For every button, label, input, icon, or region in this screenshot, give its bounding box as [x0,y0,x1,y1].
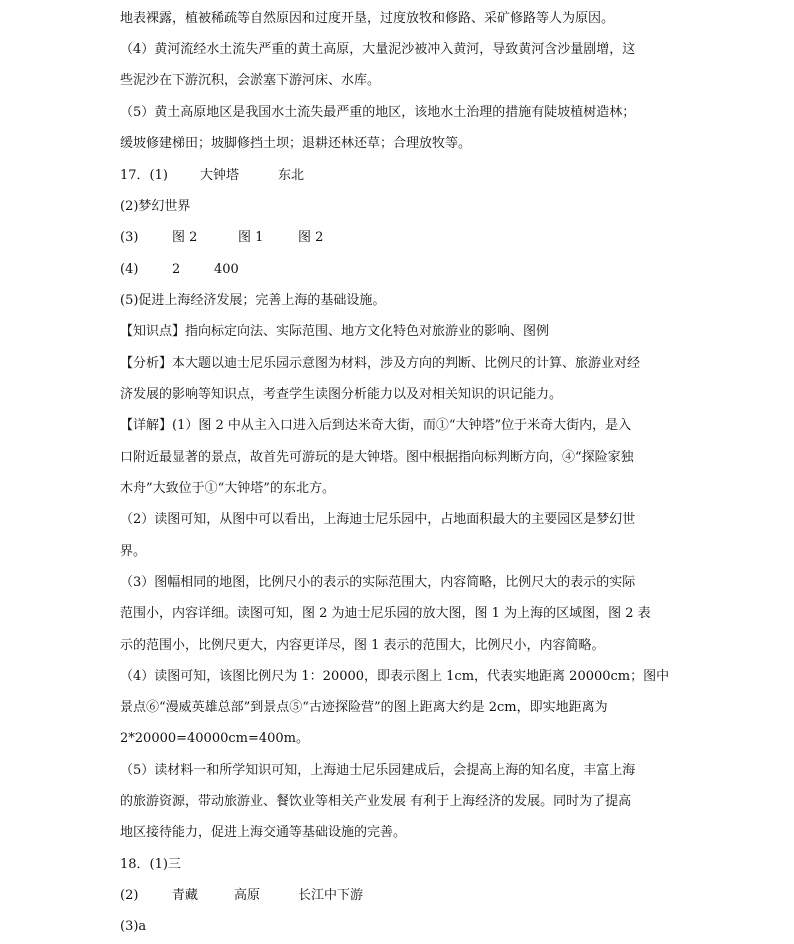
text-line: （4）黄河流经水土流失严重的黄土高原，大量泥沙被冲入黄河，导致黄河含沙量剧增，这 [120,42,636,57]
answer-value: 长江中下游 [298,888,364,903]
detail-line: 的旅游资源，带动旅游业、餐饮业等相关产业发展 有利于上海经济的发展。同时为了提高 [120,794,632,809]
text-line: 地表裸露，植被稀疏等自然原因和过度开垦，过度放牧和修路、采矿修路等人为原因。 [120,11,615,26]
knowledge-point: 【知识点】指向标定向法、实际范围、地方文化特色对旅游业的影响、图例 [120,324,550,339]
detail-line: 口附近最显著的景点，故首先可游玩的是大钟塔。图中根据指向标判断方向，④“探险家独 [120,450,634,465]
text-line: 缓坡修建梯田；坡脚修挡土坝；退耕还林还草；合理放牧等。 [120,136,472,151]
answer-value: 高原 [234,888,261,903]
text-line: （5）黄土高原地区是我国水土流失最严重的地区，该地水土治理的措施有陡坡植树造林； [120,105,636,120]
sub-label: (2) [120,888,139,903]
q18-answer-1: 18．(1)三 [120,857,181,872]
answer-value: 大钟塔 [200,168,240,183]
detail-line: 示的范围小，比例尺更大，内容更详尽，图 1 表示的范围大，比例尺小，内容简略。 [120,638,605,653]
q17-answer-3 [120,228,324,248]
q18-answer-3: (3)a [120,919,147,934]
q17-answer-2: (2)梦幻世界 [120,199,191,214]
detail-line: （4）读图可知，该图比例尺为 1：20000，即表示图上 1cm，代表实地距离 20000cm；图中 [120,669,670,684]
detail-line: （3）图幅相同的地图，比例尺小的表示的实际范围大，内容简略，比例尺大的表示的实际 [120,575,636,590]
q17-answer-1 [120,166,305,186]
answer-value: 400 [214,262,239,277]
detail-line: 木舟”大致位于①“大钟塔”的东北方。 [120,481,335,496]
analysis-line: 【分析】本大题以迪士尼乐园示意图为材料，涉及方向的判断、比例尺的计算、旅游业对经 [120,356,641,371]
q18-answer-2 [120,886,364,906]
answer-value: 图 2 [172,230,198,245]
detail-line: 界。 [120,544,147,559]
sub-label: (3) [120,230,139,245]
text-line: 些泥沙在下游沉积，会淤塞下游河床、水库。 [120,73,381,88]
detail-line: 范围小，内容详细。读图可知，图 2 为迪士尼乐园的放大图，图 1 为上海的区域图，图 2 表 [120,606,651,621]
detail-line: 景点⑥“漫威英雄总部”到景点⑤“古迹探险营”的图上距离大约是 2cm，即实地距离为 [120,700,608,715]
sub-label: (4) [120,262,139,277]
answer-value: 2 [172,262,181,277]
detail-line: （2）读图可知，从图中可以看出，上海迪士尼乐园中，占地面积最大的主要园区是梦幻世 [120,512,636,527]
answer-value: 图 2 [298,230,324,245]
detail-line: （5）读材料一和所学知识可知，上海迪士尼乐园建成后，会提高上海的知名度，丰富上海 [120,763,636,778]
answer-value: 青藏 [172,888,199,903]
q17-answer-4 [120,260,239,280]
answer-value: 图 1 [238,230,264,245]
detail-line: 地区接待能力，促进上海交通等基础设施的完善。 [120,825,407,840]
q17-label: 17．(1) [120,168,168,183]
answer-value: 东北 [278,168,305,183]
detail-line: 【详解】(1）图 2 中从主入口进入后到达米奇大街，而①“大钟塔”位于米奇大街内，是入 [120,418,632,433]
detail-line: 2*20000=40000cm=400m。 [120,731,310,746]
q17-answer-5: (5)促进上海经济发展；完善上海的基础设施。 [120,293,386,308]
analysis-line: 济发展的影响等知识点，考查学生读图分析能力以及对相关知识的识记能力。 [120,387,563,402]
